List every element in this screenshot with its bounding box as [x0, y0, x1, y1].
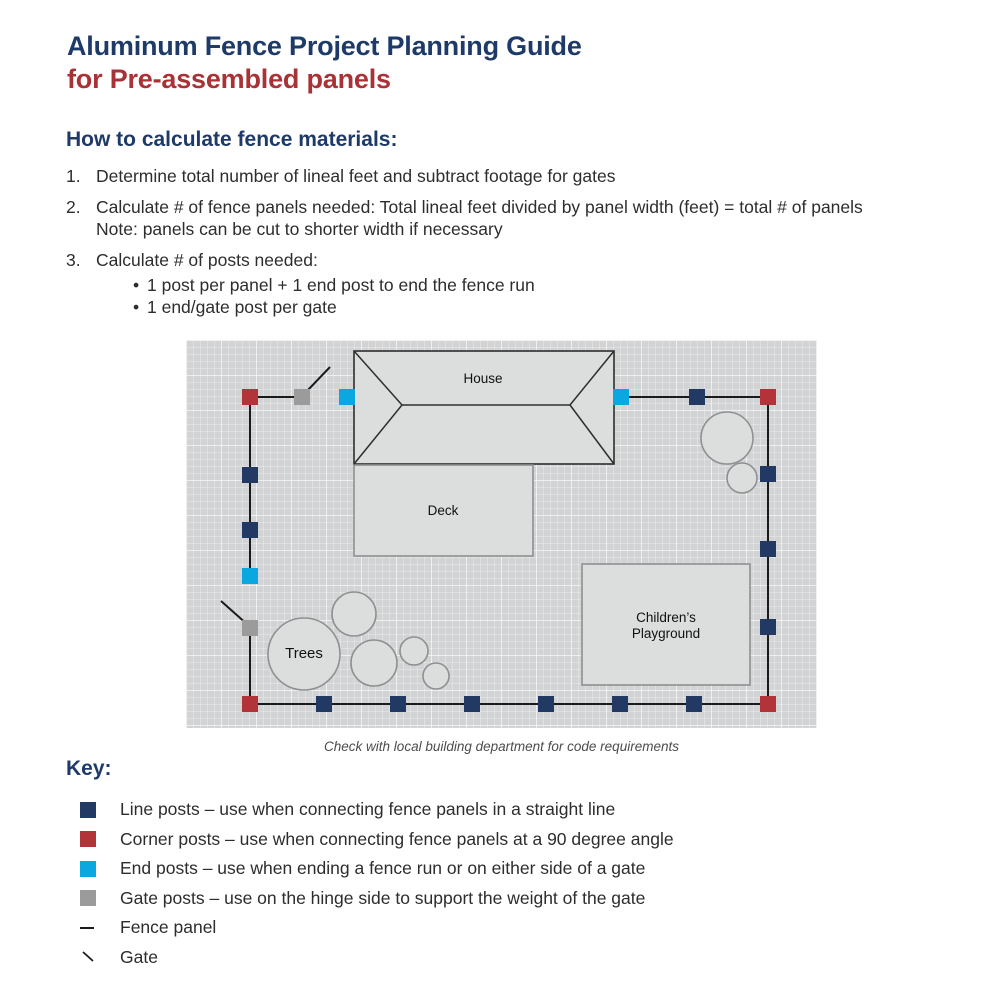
list-item-number: 1. — [66, 166, 81, 186]
list-item-number: 2. — [66, 197, 81, 217]
key-item-label: Fence panel — [120, 917, 217, 938]
list-item-line: Calculate # of fence panels needed: Total lineal feet divided by panel width (feet) = total # of panels — [96, 197, 863, 217]
key-item-line-posts — [80, 795, 674, 825]
trees-label: Trees — [285, 645, 323, 662]
gate-post-swatch-icon — [80, 890, 96, 906]
list-item — [66, 249, 946, 318]
key-item-label: Gate posts – use on the hinge side to support the weight of the gate — [120, 887, 646, 908]
bullet-text: 1 end/gate post per gate — [147, 297, 337, 317]
end-post-swatch-icon — [80, 861, 96, 877]
deck-label: Deck — [427, 503, 459, 518]
key-item-corner-posts — [80, 825, 674, 855]
page-title: Aluminum Fence Project Planning Guide — [67, 31, 582, 61]
key-item-label: Line posts – use when connecting fence panels in a straight line — [120, 799, 616, 820]
playground-label-line2: Playground — [631, 626, 701, 641]
list-item-line: Note: panels can be cut to shorter width if necessary — [96, 219, 503, 239]
playground-label-line1: Children’s — [636, 610, 696, 625]
diagram-caption: Check with local building department for code requirements — [324, 739, 679, 754]
instructions-section — [66, 128, 946, 327]
bullet-item — [133, 296, 946, 318]
bullet-text: 1 post per panel + 1 end post to end the fence run — [147, 275, 535, 295]
key-heading: Key: — [66, 757, 112, 780]
list-item-number: 3. — [66, 250, 81, 270]
site-plan-svg — [186, 340, 817, 728]
key-item-gate — [80, 943, 674, 973]
key-section — [66, 757, 674, 972]
key-item-label: End posts – use when ending a fence run or on either side of a gate — [120, 858, 646, 879]
corner-post-swatch-icon — [80, 831, 96, 847]
list-item — [66, 165, 946, 187]
key-item-label: Gate — [120, 946, 158, 967]
list-item-text — [96, 249, 946, 318]
key-item-fence-panel — [80, 913, 674, 943]
list-item-text: Determine total number of lineal feet and subtract footage for gates — [96, 166, 616, 186]
list-item — [66, 196, 946, 240]
sub-bullet-list — [133, 274, 946, 318]
bullet-marker: • — [133, 297, 140, 317]
gate-icon — [80, 949, 96, 965]
list-item-line: Calculate # of posts needed: — [96, 250, 318, 270]
fence-panel-icon — [80, 920, 96, 936]
house-label: House — [463, 371, 503, 386]
instructions-list — [66, 165, 946, 318]
key-item-end-posts — [80, 854, 674, 884]
key-item-label: Corner posts – use when connecting fence panels at a 90 degree angle — [120, 828, 674, 849]
page-header — [67, 30, 582, 96]
key-item-gate-posts — [80, 884, 674, 914]
key-list — [80, 795, 674, 972]
instructions-heading: How to calculate fence materials: — [66, 128, 398, 151]
page-subtitle: for Pre-assembled panels — [67, 64, 391, 94]
bullet-item — [133, 274, 946, 296]
site-plan-diagram — [186, 340, 817, 728]
gate-diagonal-glyph — [80, 949, 96, 965]
playground-label — [632, 610, 700, 642]
line-post-swatch-icon — [80, 802, 96, 818]
bullet-marker: • — [133, 275, 140, 295]
list-item-text — [96, 196, 946, 240]
